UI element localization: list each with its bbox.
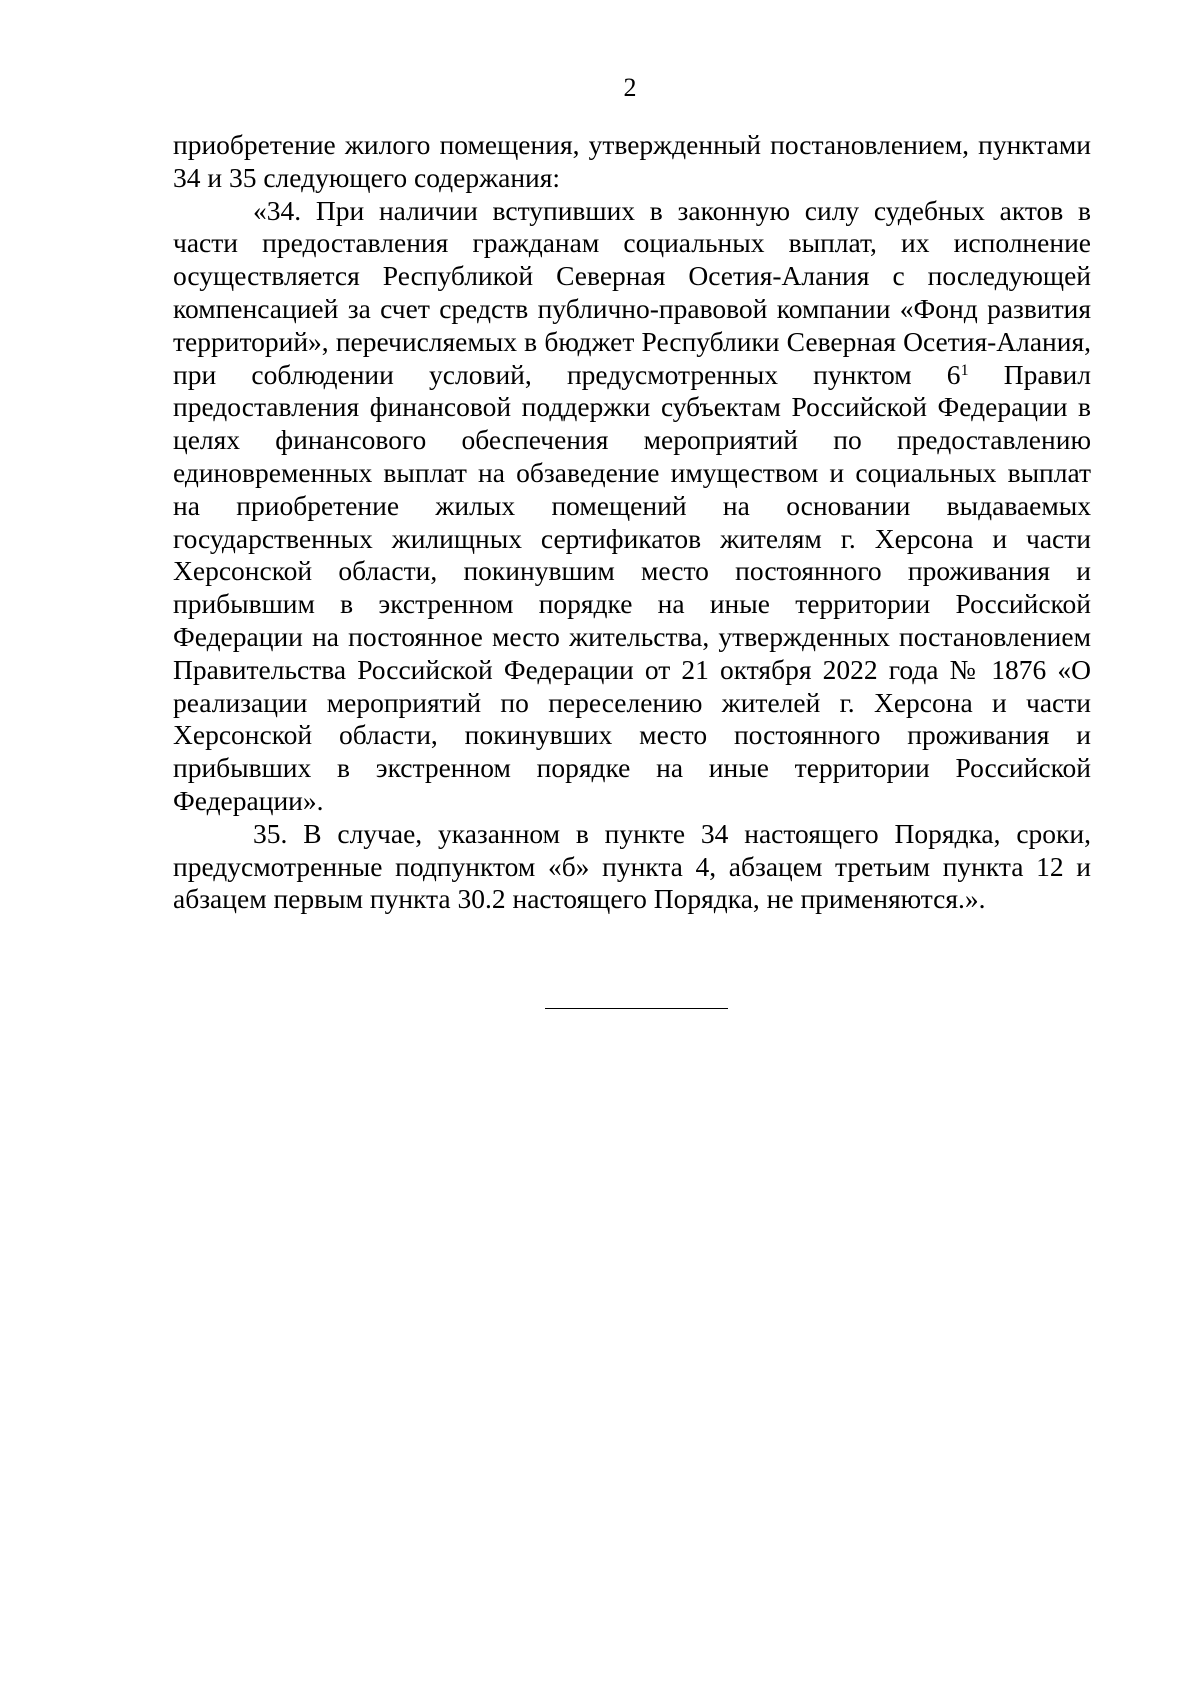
superscript-note: 1	[960, 361, 969, 379]
end-of-text-rule	[545, 1008, 728, 1009]
paragraph-item-34	[173, 195, 1091, 818]
paragraph-item-34-text-end: Правил предоставления финансовой поддержки субъектам Российской Федерации в целях финансового обеспечения мероприятий по предоставлению единовременных выплат на обзаведение имуществом и социальных выплат на приобретение жилых помещений на основании выдаваемых государственных жилищных сертификатов жителям г. Херсона и части Херсонской области, покинувшим место постоянного проживания и прибывшим в экстренном порядке на иные территории Российской Федерации на постоянное место жительства, утвержденных постановлением Правительства Российской Федерации от 21 октября 2022 года № 1876 «О реализации мероприятий по переселению жителей г. Херсона и части Херсонской области, покинувших место постоянного проживания и прибывших в экстренном порядке на иные территории Российской Федерации».	[173, 358, 1091, 816]
page-number: 2	[623, 73, 637, 102]
paragraph-intro: приобретение жилого помещения, утвержденный постановлением, пунктами 34 и 35 следующего содержания:	[173, 129, 1091, 193]
paragraph-item-35: 35. В случае, указанном в пункте 34 настоящего Порядка, сроки, предусмотренные подпунктом «б» пункта 4, абзацем третьим пункта 12 и абзацем первым пункта 30.2 настоящего Порядка, не применяются.».	[173, 817, 1091, 915]
document-body	[173, 129, 1091, 916]
paragraph-item-34-text-start: «34. При наличии вступивших в законную силу судебных актов в части предоставления гражданам социальных выплат, их исполнение осуществляется Республикой Северная Осетия-Алания с последующей компенсацией за счет средств публично-правовой компании «Фонд развития территорий», перечисляемых в бюджет Республики Северная Осетия-Алания, при соблюдении условий, предусмотренных пунктом 6	[173, 194, 1091, 390]
